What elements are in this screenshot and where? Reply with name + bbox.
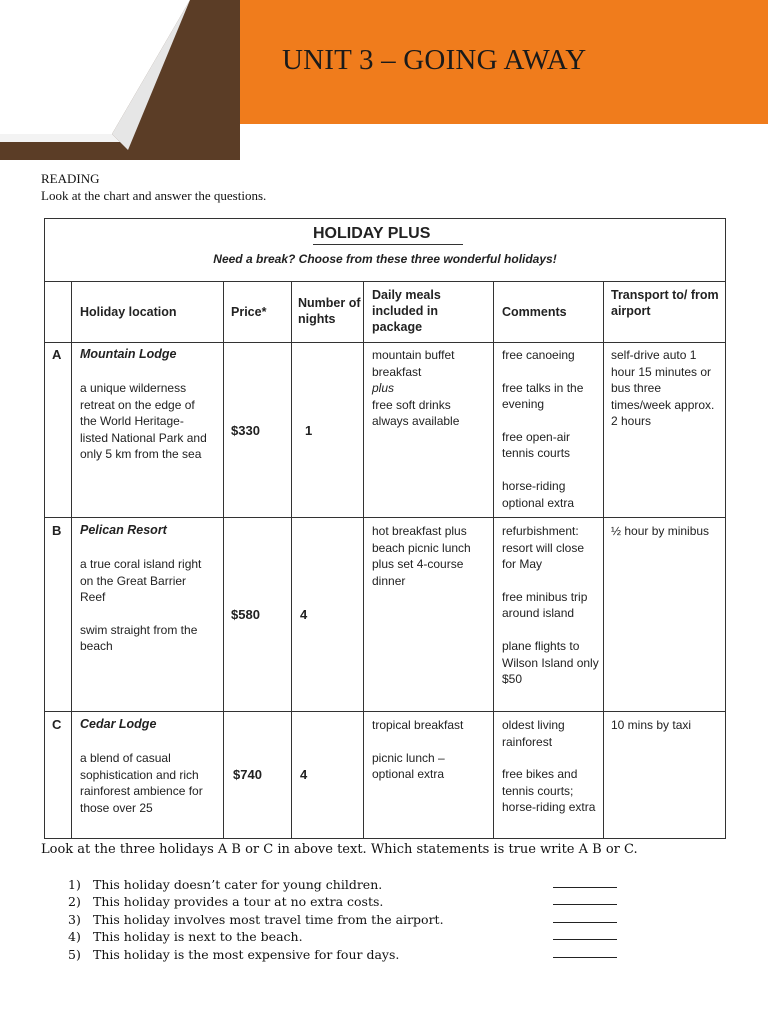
question-number: 1) xyxy=(68,877,81,892)
price-value: $330 xyxy=(231,423,260,438)
questions-intro: Look at the three holidays A B or C in above text. Which statements is true write A B or C. xyxy=(41,842,638,857)
question-text: This holiday provides a tour at no extra costs. xyxy=(93,894,384,910)
answer-blank[interactable] xyxy=(553,922,617,923)
grid-line xyxy=(603,281,604,838)
grid-line xyxy=(45,711,725,712)
description-para: swim straight from the beach xyxy=(80,622,198,654)
question-number: 5) xyxy=(68,946,81,962)
question-text: This holiday involves most travel time from the airport. xyxy=(93,911,444,927)
price-value: $740 xyxy=(233,767,262,782)
nights-value: 1 xyxy=(305,423,313,438)
transport-cell: 10 mins by taxi xyxy=(611,718,692,732)
grid-line xyxy=(71,281,72,838)
title-underline xyxy=(313,244,463,245)
nights-value: 4 xyxy=(300,767,308,782)
question-text: This holiday is the most expensive for four days. xyxy=(93,946,400,962)
grid-line xyxy=(45,342,725,343)
section-label: READING xyxy=(41,171,100,186)
instruction-text: Look at the chart and answer the questions. xyxy=(41,188,267,203)
comment-line: refurbishment: resort will close for May xyxy=(502,524,585,572)
location-name: Cedar Lodge xyxy=(80,717,157,731)
meals-line: picnic lunch – optional extra xyxy=(372,750,445,782)
page-curl-graphic xyxy=(0,0,240,160)
col-header-price: Price* xyxy=(231,305,267,319)
meals-line: tropical breakfast xyxy=(372,718,464,732)
question-number: 2) xyxy=(68,894,81,910)
meals-cell: hot breakfast plus beach picnic lunch plus set 4-course dinner xyxy=(372,524,471,588)
col-header-location: Holiday location xyxy=(80,305,177,319)
price-value: $580 xyxy=(231,607,260,622)
answer-blank[interactable] xyxy=(553,957,617,958)
grid-line xyxy=(493,281,494,838)
comment-line: oldest living rainforest xyxy=(502,718,565,749)
meals-line: plus xyxy=(372,381,395,396)
location-description: a blend of casual sophistication and rich rainforest ambience for those over 25 xyxy=(80,751,203,815)
comment-line: plane flights to Wilson Island only $50 xyxy=(502,638,599,687)
answer-blank[interactable] xyxy=(553,904,617,905)
description-para: a true coral island right on the Great Barrier Reef xyxy=(80,557,202,605)
comment-line: free talks in the evening xyxy=(502,380,584,412)
question-item xyxy=(68,929,628,946)
question-text: This holiday is next to the beach. xyxy=(93,929,303,945)
col-header-transport: Transport to/ from airport xyxy=(611,288,719,318)
comments-cell xyxy=(502,523,600,688)
meals-line: free soft drinks always available xyxy=(372,397,460,429)
transport-cell: self-drive auto 1 hour 15 minutes or bus three times/week approx. 2 hours xyxy=(611,348,715,429)
question-item xyxy=(68,877,628,894)
grid-line xyxy=(223,281,224,838)
question-item xyxy=(68,894,628,911)
col-header-nights: Number of nights xyxy=(298,296,361,326)
location-name: Mountain Lodge xyxy=(80,347,177,361)
grid-line xyxy=(363,281,364,838)
location-name: Pelican Resort xyxy=(80,523,167,537)
row-letter: C xyxy=(52,717,62,732)
page-title: UNIT 3 – GOING AWAY xyxy=(282,44,587,76)
comment-line: free canoeing xyxy=(502,348,575,362)
answer-blank[interactable] xyxy=(553,887,617,888)
question-item xyxy=(68,947,628,964)
question-number: 3) xyxy=(68,911,81,927)
question-number: 4) xyxy=(68,929,81,945)
comment-line: horse-riding optional extra xyxy=(502,478,575,510)
question-item xyxy=(68,912,628,929)
row-letter: A xyxy=(52,347,62,362)
answer-blank[interactable] xyxy=(553,939,617,940)
col-header-comments: Comments xyxy=(502,305,567,319)
row-letter: B xyxy=(52,523,62,538)
col-header-meals: Daily meals included in package xyxy=(372,288,441,334)
nights-value: 4 xyxy=(300,607,308,622)
comment-line: free bikes and tennis courts; horse-riding extra xyxy=(502,767,596,815)
comments-cell xyxy=(502,717,600,816)
comment-line: free open-air tennis courts xyxy=(502,429,571,461)
grid-line xyxy=(45,517,725,518)
comment-line: free minibus trip around island xyxy=(502,589,588,621)
table-title: HOLIDAY PLUS xyxy=(313,225,431,242)
question-text: This holiday doesn’t cater for young children. xyxy=(93,877,383,892)
transport-cell: ½ hour by minibus xyxy=(611,524,710,538)
table-subtitle: Need a break? Choose from these three wonderful holidays! xyxy=(213,252,557,266)
location-description xyxy=(80,556,210,655)
comments-cell xyxy=(502,347,600,511)
holiday-plus-table xyxy=(44,218,726,839)
table-header-box xyxy=(45,219,725,282)
question-list xyxy=(68,877,628,964)
location-description: a unique wilderness retreat on the edge of the World Heritage-listed National Park and only 5 km from the sea xyxy=(80,381,207,462)
grid-line xyxy=(291,281,292,838)
meals-cell xyxy=(372,717,487,783)
meals-cell xyxy=(372,347,487,430)
meals-line: mountain buffet breakfast xyxy=(372,348,455,379)
